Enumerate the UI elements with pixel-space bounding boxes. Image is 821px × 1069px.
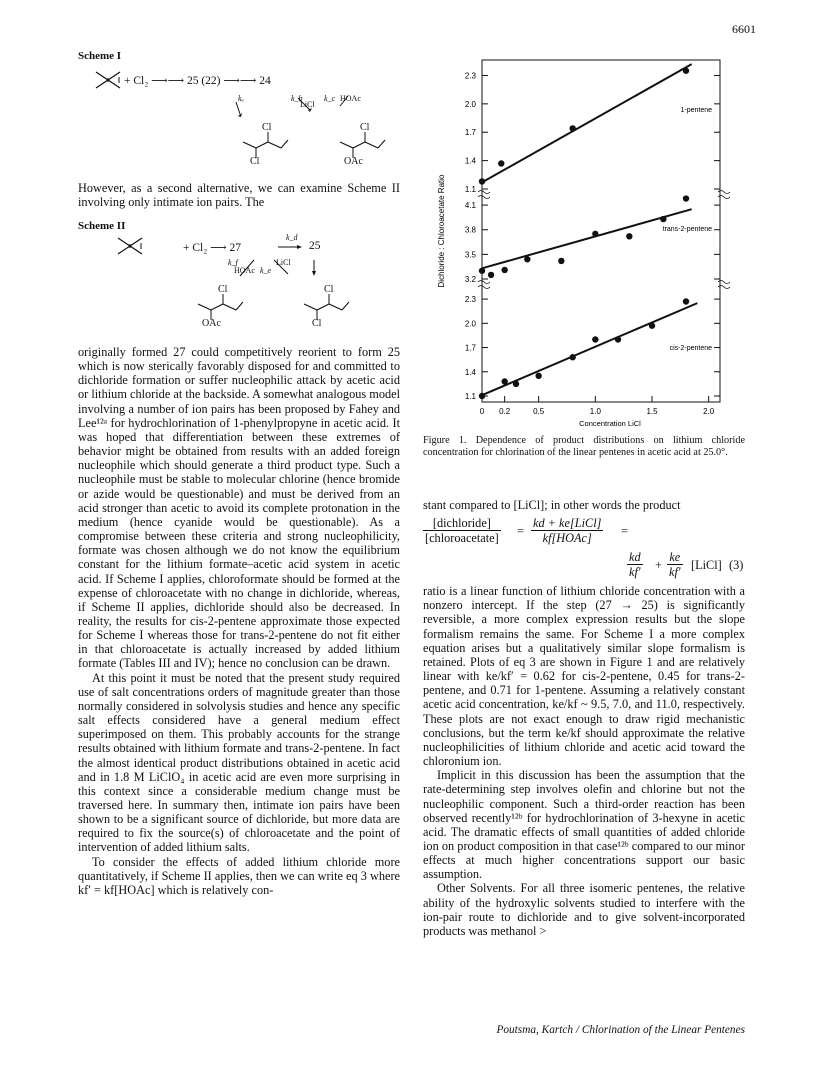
y-axis-label: Dichloride : Chloroacetate Ratio — [437, 174, 446, 288]
scheme-2-structures — [78, 220, 408, 342]
scheme-1-ka: kₐ — [238, 94, 244, 103]
y-tick-label: 1.1 — [464, 392, 476, 401]
data-point — [488, 272, 494, 278]
fit-line — [482, 64, 692, 182]
y-tick-label: 3.2 — [464, 275, 476, 284]
axis-break — [478, 281, 490, 289]
scheme-2-licl: LiCl — [276, 258, 291, 267]
y-tick-label: 4.1 — [464, 201, 476, 211]
eq-mid — [531, 516, 603, 545]
x-tick-label: 0.5 — [533, 407, 545, 416]
scheme-2-cl-top: Cl — [218, 284, 228, 295]
data-point — [513, 381, 519, 387]
scheme-1-kc: k_c — [324, 94, 336, 103]
left-column-text — [78, 345, 400, 897]
x-tick-label: 0 — [479, 407, 485, 416]
data-point — [649, 323, 655, 329]
data-point — [592, 336, 598, 342]
continuation-text: However, as a second alternative, we can examine Scheme II involving only intimate ion pairs. The — [78, 181, 400, 210]
y-tick-label: 1.4 — [464, 156, 476, 166]
series-label: trans-2-pentene — [662, 226, 712, 233]
eq-lhs-den: [chloroacetate] — [425, 531, 499, 546]
data-point — [626, 233, 632, 239]
data-point — [535, 373, 541, 379]
x-tick-label: 1.0 — [589, 407, 601, 416]
data-point — [498, 160, 504, 166]
eq-rhs-tail: [LiCl] — [691, 558, 722, 573]
scheme-1-title: Scheme I — [78, 50, 122, 62]
axis-break — [478, 191, 490, 199]
y-tick-label: 3.8 — [464, 225, 476, 235]
data-point — [501, 378, 507, 384]
right-paragraph-3: Other Solvents. For all three isomeric pentenes, the relative ability of the hydroxylic solvents studied to interfere with the ion-pair route to dichloride and to give solvent-incorporated products was methanol > — [423, 881, 745, 938]
right-paragraph-1: ratio is a linear function of lithium chloride concentration with a nonzero intercept. If the step (27 → 25) is significantly reversible, a more complex expression results but the slope formalism remains the same. For Scheme I a more complex equation arises but a qualitatively similar slope formalism is retained. Plots of eq 3 are shown in Figure 1 and are relatively linear with ke/kf′ = 0.62 for cis-2-pentene, 0.45 for trans-2-pentene, and 0.71 for 1-pentene. Assuming a relatively constant acetic acid concentration, ke/kf ~ 9.5, 7.0, and 11.0, respectively. These plots are not exact enough to draw rigid mechanistic conclusions, but the term ke/kf should approximate the relative nucleophilicities of lithium chloride and acetic acid toward the chloronium ion. — [423, 584, 745, 769]
eq-rhs-a-den: kf′ — [629, 565, 641, 580]
eq-label: (3) — [729, 558, 744, 573]
x-tick-label: 1.5 — [646, 407, 658, 416]
scheme-2-kd: k_d — [286, 233, 298, 242]
scheme-2-oac: OAc — [202, 318, 221, 329]
right-column-text — [423, 498, 745, 938]
x-tick-label: 2.0 — [703, 407, 715, 416]
data-point — [683, 195, 689, 201]
data-point — [558, 258, 564, 264]
left-paragraph-2: At this point it must be noted that the present study required use of salt concentrations orders of magnitude greater than those normally considered in solvolysis studies and hence any specific salt effects considered have a general medium effect superimposed on them. This probably accounts for the strange results obtained with lithium formate and trans-2-pentene. In fact the almost identical product distributions obtained in acetic acid and in 1.8 M LiClO₄ in acetic acid are even more surprising in this context since a considerable medium change must be traversed here. In summary then, intimate ion pairs have been shown to be a significant source of dichloride, but more data are required to fix the source(s) of chloroacetate and the point of intervention of added lithium salts. — [78, 670, 400, 855]
eq-rhs-b-num: ke — [667, 550, 683, 565]
scheme-2-kf: k_f — [228, 258, 238, 267]
right-paragraph-2: Implicit in this discussion has been the assumption that the rate-determining step involves olefin and chlorine but not the nucleophilic component. Such a third-order reaction has been observed recently¹²ᵇ for hydrochlorination of 3-hexyne in acetic acid. The dramatic effects of small quantities of added chloride ion on product composition in that case¹²ᵇ compared to our minor effects at much higher concentrations support our basic assumption. — [423, 768, 745, 882]
scheme-2-title: Scheme II — [78, 220, 126, 232]
figure-1-chart — [430, 45, 746, 433]
scheme-2-hoac: HOAc — [234, 266, 255, 275]
data-point — [501, 267, 507, 273]
data-point — [660, 216, 666, 222]
page-number: 6601 — [732, 22, 756, 36]
scheme-1-reaction: + Cl₂ ⟶⟶ 25 (22) ⟶⟶ 24 — [124, 75, 271, 87]
eq-mid-num: kd + ke[LiCl] — [533, 516, 602, 531]
eq-mid-den: kf[HOAc] — [542, 531, 592, 546]
fit-line — [482, 209, 692, 268]
figure-caption: Figure 1. Dependence of product distributions on lithium chloride concentration for chlorination of the linear pentenes in acetic acid at 25.0°. — [423, 435, 745, 458]
data-point — [615, 336, 621, 342]
y-tick-label: 2.0 — [464, 319, 476, 329]
data-point — [479, 268, 485, 274]
equation-3: [dichloride] [chloroacetate] = kd + ke[LiCl] kf[HOAc] = $\frac{kd}{kf'}$ + $\frac{ke}{kf'}$ [LiCl] (3) — [425, 516, 744, 580]
scheme-1-oac: OAc — [344, 156, 363, 167]
y-tick-label: 1.4 — [464, 367, 476, 377]
scheme-1-cl-top: Cl — [262, 122, 272, 133]
data-point — [592, 231, 598, 237]
scheme-1-hoac: HOAc — [340, 94, 361, 103]
eq-rhs-a-num: kd — [629, 550, 641, 565]
data-point — [683, 68, 689, 74]
eq-rhs-a — [627, 550, 643, 579]
scheme-2-cl-bottom: Cl — [312, 318, 322, 329]
scheme-1-kb: k_b — [291, 94, 303, 103]
right-intro: stant compared to [LiCl]; in other words the product — [423, 498, 681, 512]
y-tick-label: 2.3 — [464, 295, 476, 305]
x-tick-label: 0.2 — [499, 407, 511, 416]
eq-lhs-num: [dichloride] — [423, 516, 501, 531]
scheme-1-cl-top-2: Cl — [360, 122, 370, 133]
x-axis-label: Concentration LiCl — [579, 419, 641, 428]
y-tick-label: 1.7 — [464, 128, 476, 138]
y-tick-label: 1.7 — [464, 343, 476, 353]
eq-rhs-b — [667, 550, 683, 579]
footer-running-head: Poutsma, Kartch / Chlorination of the Linear Pentenes — [496, 1024, 745, 1036]
left-paragraph-3: To consider the effects of added lithium chloride more quantitatively, if Scheme II applies, then we can write eq 3 where kf′ = kf[HOAc] which is relatively con- — [78, 854, 400, 897]
eq-lhs — [423, 516, 501, 545]
scheme-2-ke: k_e — [260, 266, 272, 275]
series-label: cis-2-pentene — [669, 345, 712, 352]
scheme-1-cl-bottom: Cl — [250, 156, 260, 167]
scheme-1-licl: LiCl — [300, 100, 315, 109]
scheme-2-reaction-a: + Cl₂ ⟶ 27 — [183, 242, 241, 254]
left-paragraph-1: originally formed 27 could competitively reorient to form 25 which is now sterically favorably disposed for and committed to dichloride formation or suffer nucleophilic attack by acetic acid or lithium chloride at the backside. A somewhat analogous model involving a number of ion pairs has been proposed by Fahey and Lee¹²ᵃ for hydrochlorination of 1-phenylpropyne in acetic acid. It was hoped that differentiation between these extremes of behavior might be obtained from results with an added foreign nucleophile which should generate a third product type. Such a nucleophile must be stable to molecular chlorine (hence bromide or azide would be questionable) and must be derived from an acid stronger than acetic to avoid its complete protonation in the medium (hence cyanide would be questionable). As a compromise between these criteria and strong nucleophilicity, formate was chosen although we do not know the equilibrium constant for the lithium formate–acetic acid system in acetic acid. If Scheme I applies, chloroformate should be formed at the expense of chloroacetate with no change in dichloride, whereas, if Scheme II applies, dichloride should also be decreased. In reality, the results for cis-2-pentene approximate those expected for Scheme I whereas those for trans-2-pentene do not fit either in that chloroacetate is actually increased by added lithium formate (Tables III and IV); hence no conclusion can be drawn. — [78, 345, 400, 671]
data-point — [569, 354, 575, 360]
data-point — [479, 178, 485, 184]
scheme-2-reaction-b: 25 — [309, 240, 321, 252]
data-point — [683, 298, 689, 304]
scheme-2 — [78, 220, 408, 342]
data-point — [569, 125, 575, 131]
scheme-2-cl-top-2: Cl — [324, 284, 334, 295]
scheme-1 — [78, 50, 408, 180]
data-point — [524, 256, 530, 262]
y-tick-label: 2.3 — [464, 71, 476, 81]
eq-rhs-b-den: kf′ — [669, 565, 681, 580]
series-label: 1-pentene — [680, 107, 712, 114]
y-tick-label: 3.5 — [464, 250, 476, 260]
y-tick-label: 2.0 — [464, 99, 476, 109]
y-tick-label: 1.1 — [464, 185, 476, 194]
